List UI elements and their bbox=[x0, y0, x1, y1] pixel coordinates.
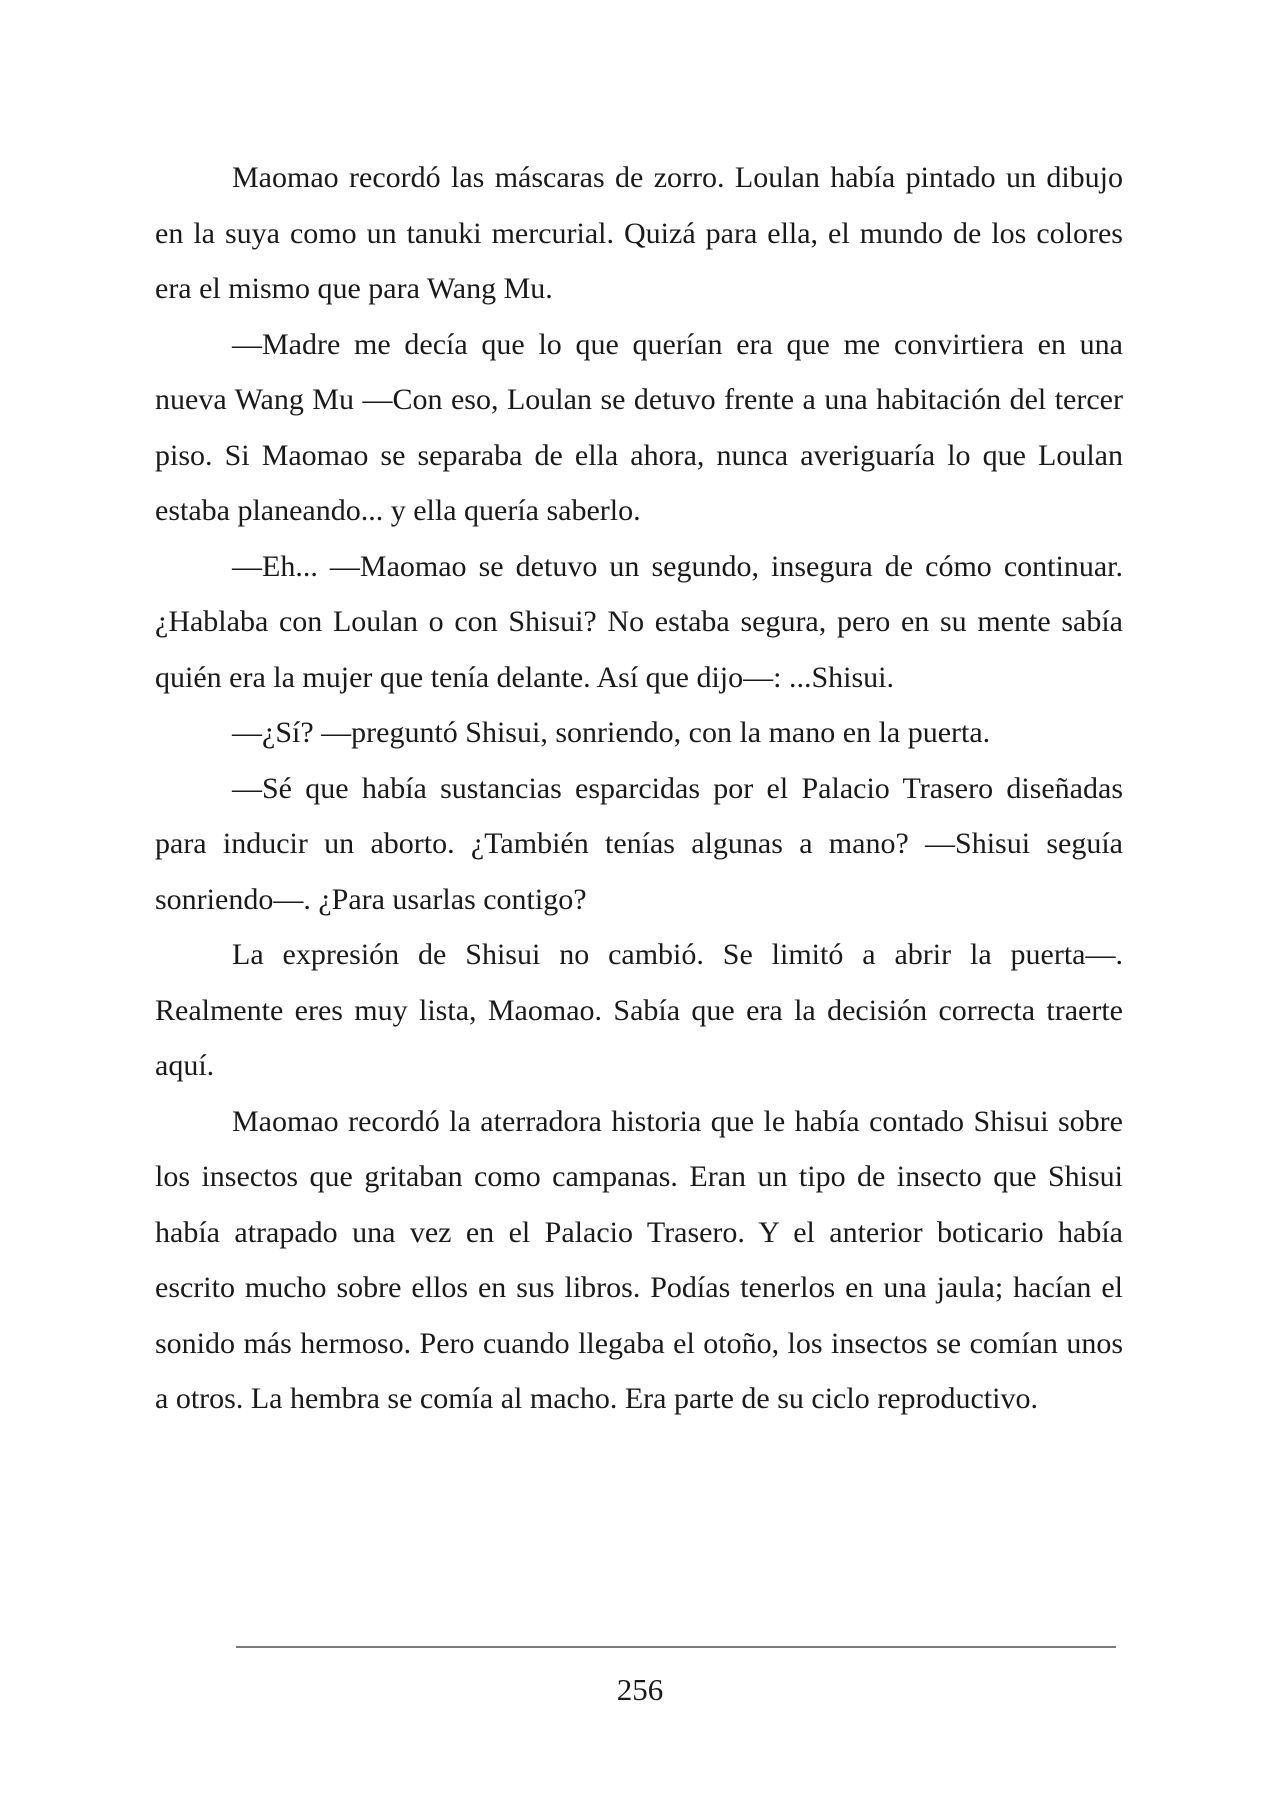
paragraph: —Madre me decía que lo que querían era que me convirtiera en una nueva Wang Mu —Con eso, Loulan se detuvo frente a una habitación del tercer piso. Si Maomao se separaba de ella ahora, nunca averiguaría lo que Loulan estaba planeando... y ella quería saberlo. bbox=[155, 327, 1123, 527]
paragraph: —Eh... —Maomao se detuvo un segundo, insegura de cómo continuar. ¿Hablaba con Loulan o con Shisui? No estaba segura, pero en su mente sabía quién era la mujer que tenía delante. Así que dijo—: ...Shisui. bbox=[155, 549, 1123, 694]
footer-divider bbox=[236, 1646, 1116, 1648]
paragraph: —¿Sí? —preguntó Shisui, sonriendo, con la mano en la puerta. bbox=[232, 716, 991, 749]
paragraph: —Sé que había sustancias esparcidas por el Palacio Trasero diseñadas para inducir un aborto. ¿También tenías algunas a mano? —Shisui seguía sonriendo—. ¿Para usarlas contigo? bbox=[155, 771, 1123, 916]
paragraph: La expresión de Shisui no cambió. Se limitó a abrir la puerta—. Realmente eres muy lista, Maomao. Sabía que era la decisión correcta traerte aquí. bbox=[155, 938, 1123, 1082]
page-body-text bbox=[155, 150, 1123, 1427]
page-number: 256 bbox=[616, 1672, 664, 1707]
paragraph: Maomao recordó la aterradora historia que le había contado Shisui sobre los insectos que gritaban como campanas. Eran un tipo de insecto que Shisui había atrapado una vez en el Palacio Trasero. Y el anterior boticario había escrito mucho sobre ellos en sus libros. Podías tenerlos en una jaula; hacían el sonido más hermoso. Pero cuando llegaba el otoño, los insectos se comían unos a otros. La hembra se comía al macho. Era parte de su ciclo reproductivo. bbox=[155, 1104, 1123, 1415]
paragraph: Maomao recordó las máscaras de zorro. Loulan había pintado un dibujo en la suya como un tanuki mercurial. Quizá para ella, el mundo de los colores era el mismo que para Wang Mu. bbox=[155, 161, 1123, 305]
